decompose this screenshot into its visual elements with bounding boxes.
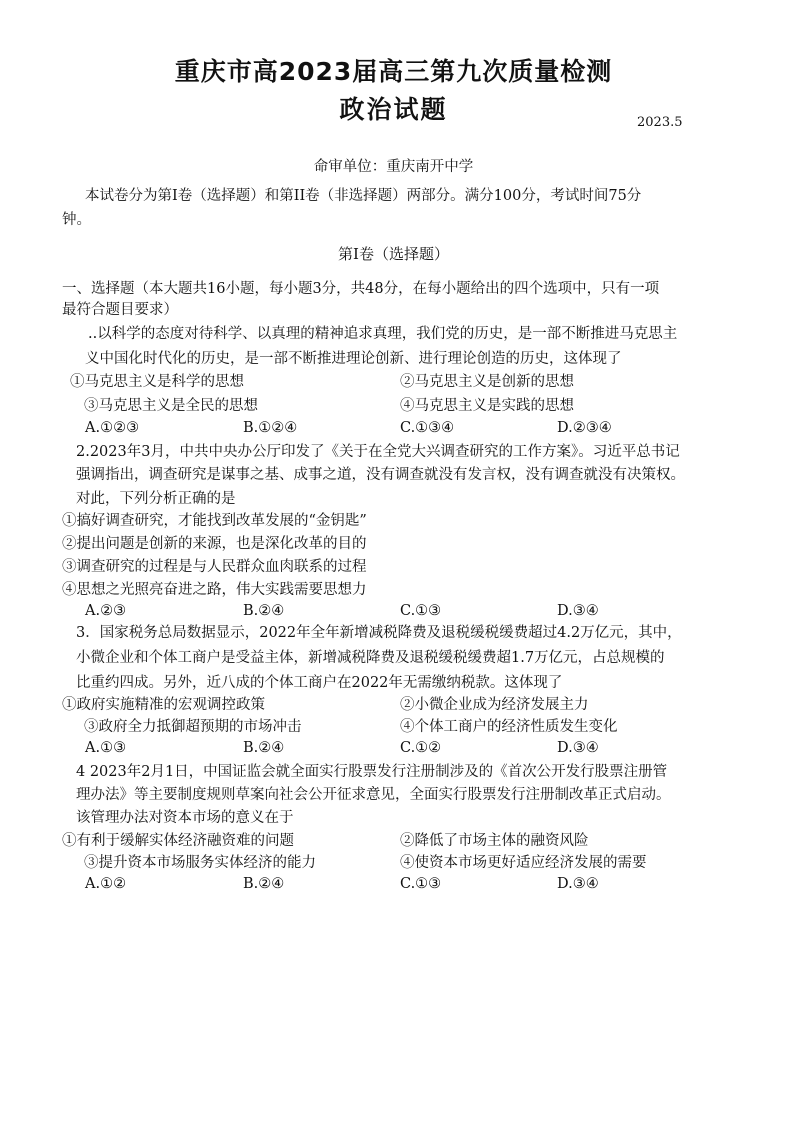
exam-subtitle: 政治试题 [339,95,448,124]
q1-choice-c: C.①③④ [400,420,455,436]
q4-choice-d: D.③④ [557,876,599,892]
q3-option-4: ④个体工商户的经济性质发生变化 [400,719,618,735]
q1-option-2: ②马克思主义是创新的思想 [400,374,574,390]
author-unit: 命审单位：重庆南开中学 [313,159,474,175]
q2-option-4: ④思想之光照亮奋进之路，伟大实践需要思想力 [62,582,367,598]
q2-choice-b: B.②④ [243,603,285,619]
exam-date: 2023.5 [637,115,683,130]
q3-option-2: ②小微企业成为经济发展主力 [400,697,589,713]
q1-choice-d: D.②③④ [557,420,612,436]
q3-stem: 小微企业和个体工商户是受益主体，新增减税降费及退税缓税缓费超1.7万亿元，占总规模的 [76,650,665,666]
q1-stem: ..以科学的态度对待科学、以真理的精神追求真理，我们党的历史，是一部不断推进马克思主 [88,326,678,342]
q1-option-1: ①马克思主义是科学的思想 [70,374,244,390]
q3-stem: 3．国家税务总局数据显示，2022年全年新增减税降费及退税缓税缓费超过4.2万亿元，其中， [76,625,682,641]
q1-option-4: ④马克思主义是实践的思想 [400,398,574,414]
q4-stem: 理办法》等主要制度规则草案向社会公开征求意见，全面实行股票发行注册制改革正式启动。 [76,787,671,803]
q3-stem: 比重约四成。另外，近八成的个体工商户在2022年无需缴纳税款。这体现了 [76,675,563,691]
q3-choice-c: C.①② [400,740,442,756]
q4-choice-a: A.①② [85,876,127,892]
q3-choice-a: A.①③ [85,740,127,756]
q2-choice-c: C.①③ [400,603,442,619]
q3-option-1: ①政府实施精准的宏观调控政策 [62,697,265,713]
section-title: 第I卷（选择题） [338,245,449,263]
q2-option-2: ②提出问题是创新的来源，也是深化改革的目的 [62,536,367,552]
q1-choice-b: B.①②④ [243,420,298,436]
q4-option-2: ②降低了市场主体的融资风险 [400,833,589,849]
q1-stem: 义中国化时代化的历史，是一部不断推进理论创新、进行理论创造的历史，这体现了 [85,351,622,367]
intro-line: 钟。 [62,212,91,228]
section-instruction: 一、选择题（本大题共16小题，每小题3分，共48分，在每小题给出的四个选项中，只有一项 [62,281,660,297]
q3-choice-b: B.②④ [243,740,285,756]
q4-option-3: ③提升资本市场服务实体经济的能力 [84,855,316,871]
q3-option-3: ③政府全力抵御超预期的市场冲击 [84,719,302,735]
q1-option-3: ③马克思主义是全民的思想 [84,398,258,414]
q3-choice-d: D.③④ [557,740,599,756]
q4-choice-b: B.②④ [243,876,285,892]
q4-stem: 4 2023年2月1日，中国证监会就全面实行股票发行注册制涉及的《首次公开发行股票注册管 [76,764,668,780]
q4-stem: 该管理办法对资本市场的意义在于 [76,810,294,826]
section-instruction: 最符合题目要求） [62,302,178,318]
q4-choice-c: C.①③ [400,876,442,892]
q2-stem: 2.2023年3月，中共中央办公厅印发了《关于在全党大兴调查研究的工作方案》。习近平总书记 [76,444,680,460]
q4-option-4: ④使资本市场更好适应经济发展的需要 [400,855,647,871]
q2-choice-a: A.②③ [85,603,127,619]
q4-option-1: ①有利于缓解实体经济融资难的问题 [62,833,294,849]
q2-option-1: ①搞好调查研究，才能找到改革发展的“金钥匙” [62,513,367,529]
q1-choice-a: A.①②③ [85,420,140,436]
q2-choice-d: D.③④ [557,603,599,619]
intro-line: 本试卷分为第I卷（选择题）和第II卷（非选择题）两部分。满分100分，考试时间75分 [85,188,642,204]
q2-stem: 对此，下列分析正确的是 [76,491,236,507]
q2-stem: 强调指出，调查研究是谋事之基、成事之道，没有调查就没有发言权，没有调查就没有决策权。 [76,467,685,483]
exam-title: 重庆市高2023届高三第九次质量检测 [174,57,613,86]
q2-option-3: ③调查研究的过程是与人民群众血肉联系的过程 [62,559,367,575]
